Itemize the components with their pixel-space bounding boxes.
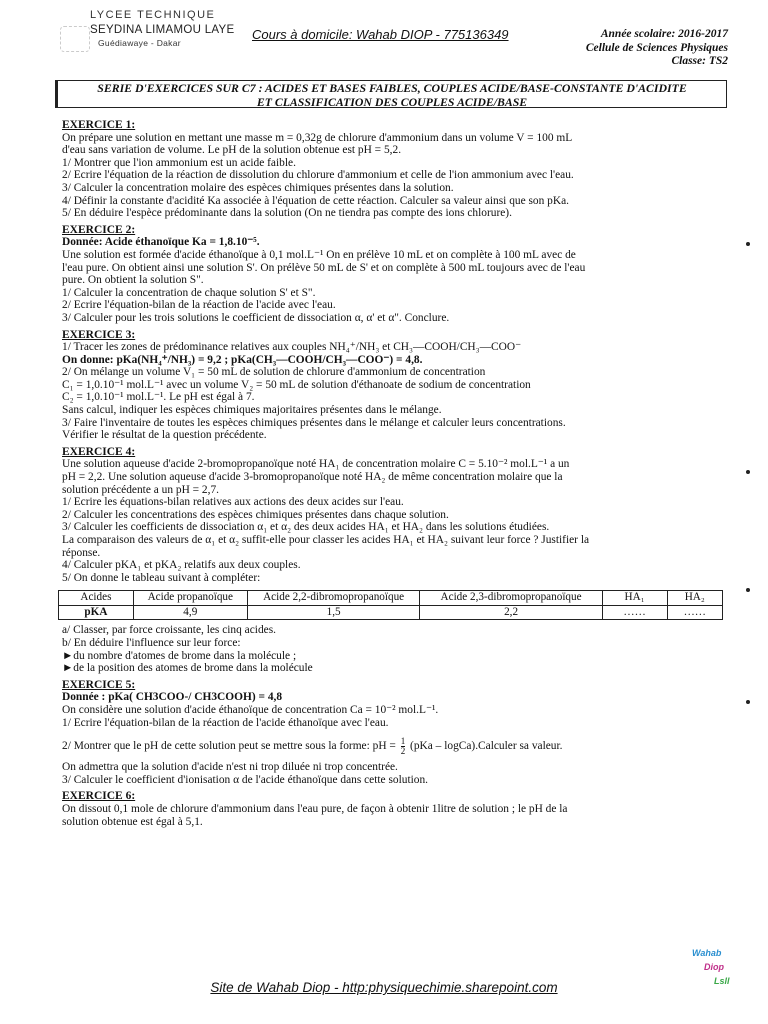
exercise-2-title: EXERCICE 2:: [62, 223, 136, 236]
scan-mark: [746, 700, 750, 704]
exercise-3-title: EXERCICE 3:: [62, 328, 136, 341]
logo-text-2: Diop: [704, 962, 724, 972]
text-line: Une solution aqueuse d'acide 2-bromopropanoïque noté HA₁ de concentration molaire C = 5.10⁻² mol.L⁻¹ a un: [62, 458, 570, 471]
text-line: 2/ Ecrire l'équation de la réaction de dissolution du chlorure d'ammonium et celle de l'ion ammonium avec l'eau.: [62, 169, 574, 182]
text-line: 4/ Définir la constante d'acidité Ka associée à l'équation de cette réaction. Calculer sa valeur ainsi que son pKa.: [62, 194, 569, 207]
class-label: Classe: TS2: [671, 55, 728, 67]
exercise-5-title: EXERCICE 5:: [62, 678, 136, 691]
department: Cellule de Sciences Physiques: [585, 41, 728, 54]
text-line: Vérifier le résultat de la question précédente.: [62, 429, 267, 442]
table-cell: 1,5: [247, 605, 420, 620]
exercises: [62, 116, 722, 828]
school-header: [90, 8, 234, 49]
logo-text-1: Wahab: [692, 948, 722, 958]
fraction: [401, 737, 406, 756]
text-line-formula: [62, 735, 722, 757]
text-line: réponse.: [62, 546, 101, 559]
table-cell: HA₁: [602, 591, 667, 606]
fraction-denominator: 2: [400, 746, 406, 757]
scan-mark: [746, 470, 750, 474]
text-line: On admettra que la solution d'acide n'est ni trop diluée ni trop concentrée.: [62, 761, 398, 774]
table-row: [59, 605, 723, 620]
exercise-2-given: Donnée: Acide éthanoïque Ka = 1,8.10⁻⁵.: [62, 236, 260, 249]
text-line: 3/ Calculer les coefficients de dissociation α₁ et α₂ des deux acides HA₁ et HA₂ dans les solutions étudiées.: [62, 521, 550, 534]
text-line: solution précédente a un pH = 2,7.: [62, 483, 219, 496]
text-line: 3/ Calculer le coefficient d'ionisation α de l'acide éthanoïque dans cette solution.: [62, 773, 429, 786]
text-line: pH = 2,2. Une solution aqueuse d'acide 3-bromopropanoïque noté HA₂ de même concentration molaire que la: [62, 471, 563, 484]
text-line: 2/ On mélange un volume V₁ = 50 mL de solution de chlorure d'ammonium de concentration: [62, 366, 486, 379]
text-line: ►du nombre d'atomes de brome dans la molécule ;: [62, 649, 297, 662]
text-line: a/ Classer, par force croissante, les cinq acides.: [62, 624, 276, 637]
text-line: C₂ = 1,0.10⁻¹ mol.L⁻¹. Le pH est égal à 7.: [62, 391, 255, 404]
table-cell: Acide 2,3-dibromopropanoïque: [420, 591, 602, 606]
year-block: [586, 28, 728, 69]
text-line: 3/ Calculer la concentration molaire des espèces chimiques présentes dans la solution.: [62, 181, 454, 194]
footer-site-link[interactable]: Site de Wahab Diop - http:physiquechimie.sharepoint.com: [210, 980, 558, 995]
text-line: 1/ Ecrire les équations-bilan relatives aux actions des deux acides sur l'eau.: [62, 496, 404, 509]
text-line: 1/ Ecrire l'équation-bilan de la réaction de l'acide éthanoïque avec l'eau.: [62, 716, 389, 729]
series-title-line2: ET CLASSIFICATION DES COUPLES ACIDE/BASE: [256, 94, 528, 109]
text-line: 2/ Ecrire l'équation-bilan de la réaction de l'acide avec l'eau.: [62, 299, 336, 312]
exercise-4-title: EXERCICE 4:: [62, 445, 136, 458]
formula-after: (pKa – logCa).Calculer sa valeur.: [410, 740, 563, 753]
table-cell: Acides: [59, 591, 134, 606]
text-line: ►de la position des atomes de brome dans la molécule: [62, 662, 313, 675]
text-line: 5/ On donne le tableau suivant à compléter:: [62, 571, 261, 584]
text-line: On prépare une solution en mettant une masse m = 0,32g de chlorure d'ammonium dans un volume V = 100 mL: [62, 131, 573, 144]
school-line1: LYCEE TECHNIQUE: [90, 9, 216, 21]
logo-text-3: Lsll: [714, 976, 730, 986]
text-line: 1/ Montrer que l'ion ammonium est un acide faible.: [62, 156, 296, 169]
text-line: 1/ Calculer la concentration de chaque solution S' et S".: [62, 286, 316, 299]
series-title: [55, 80, 727, 108]
table-cell: 2,2: [420, 605, 602, 620]
text-line: 3/ Calculer pour les trois solutions le coefficient de dissociation α, α' et α". Conclure.: [62, 311, 450, 324]
text-line: d'eau sans variation de volume. Le pH de la solution obtenue est pH = 5,2.: [62, 144, 402, 157]
table-cell: Acide propanoïque: [133, 591, 247, 606]
exercise-3-given: On donne: pKa(NH₄⁺/NH₃) = 9,2 ; pKa(CH₃—COOH/CH₃—COO⁻) = 4,8.: [62, 353, 423, 366]
school-emblem-icon: [60, 26, 90, 52]
text-line: C₁ = 1,0.10⁻¹ mol.L⁻¹ avec un volume V₂ = 50 mL de solution d'éthanoate de sodium de concentration: [62, 378, 531, 391]
text-line: l'eau pure. On obtient ainsi une solution S'. On prélève 50 mL de S' et on complète à 500 mL toujours avec de l'eau: [62, 261, 586, 274]
text-line: On considère une solution d'acide éthanoïque de concentration Ca = 10⁻² mol.L⁻¹.: [62, 703, 439, 716]
text-line: 1/ Tracer les zones de prédominance relatives aux couples NH₄⁺/NH₃ et CH₃—COOH/CH₃—COO⁻: [62, 341, 522, 354]
school-year: Année scolaire: 2016-2017: [600, 28, 728, 40]
table-cell: HA₂: [667, 591, 722, 606]
school-line3: Guédiawaye - Dakar: [98, 38, 181, 48]
text-line: La comparaison des valeurs de α₁ et α₂ suffit-elle pour classer les acides HA₁ et HA₂ suivant leur force ? Justifier la: [62, 534, 590, 546]
scan-mark: [746, 588, 750, 592]
text-line: 3/ Faire l'inventaire de toutes les espèces chimiques présentes dans le mélange et calculer leurs concentrations.: [62, 416, 566, 429]
table-cell: pKA: [59, 605, 134, 620]
formula-before: 2/ Montrer que le pH de cette solution peut se mettre sous la forme: pH =: [62, 740, 396, 753]
text-line: b/ En déduire l'influence sur leur force:: [62, 636, 241, 649]
exercise-1-title: EXERCICE 1:: [62, 119, 136, 131]
scan-mark: [746, 242, 750, 246]
exercise-6-title: EXERCICE 6:: [62, 790, 136, 803]
table-cell: Acide 2,2-dibromopropanoïque: [247, 591, 420, 606]
pka-table: [58, 590, 723, 620]
text-line: On dissout 0,1 mole de chlorure d'ammonium dans l'eau pure, de façon à obtenir 1litre de solution ; le pH de la: [62, 802, 568, 815]
text-line: Une solution est formée d'acide éthanoïque à 0,1 mol.L⁻¹ On en prélève 10 mL et on complète à 100 mL avec de: [62, 248, 576, 261]
fraction-numerator: 1: [400, 736, 406, 747]
cours-a-domicile: Cours à domicile: Wahab DIOP - 775136349: [252, 27, 509, 42]
table-row: [59, 591, 723, 606]
table-cell: ……: [667, 605, 722, 620]
school-line2: SEYDINA LIMAMOU LAYE: [90, 24, 235, 36]
series-title-line1: SERIE D'EXERCICES SUR C7 : ACIDES ET BASES FAIBLES, COUPLES ACIDE/BASE-CONSTANTE D'ACIDITE: [97, 81, 687, 95]
table-cell: 4,9: [133, 605, 247, 620]
text-line: 2/ Calculer les concentrations des espèces chimiques présentes dans chaque solution.: [62, 508, 449, 521]
exercise-5-given: Donnée : pKa( CH3COO-/ CH3COOH) = 4,8: [62, 691, 283, 704]
text-line: Sans calcul, indiquer les espèces chimiques majoritaires présentes dans le mélange.: [62, 404, 442, 417]
text-line: pure. On obtient la solution S".: [62, 274, 204, 287]
text-line: solution obtenue est égal à 5,1.: [62, 815, 203, 828]
text-line: 5/ En déduire l'espèce prédominante dans la solution (On ne tiendra pas compte des ions chlorure).: [62, 207, 512, 220]
table-cell: ……: [602, 605, 667, 620]
text-line: 4/ Calculer pKA₁ et pKA₂ relatifs aux deux couples.: [62, 559, 301, 572]
